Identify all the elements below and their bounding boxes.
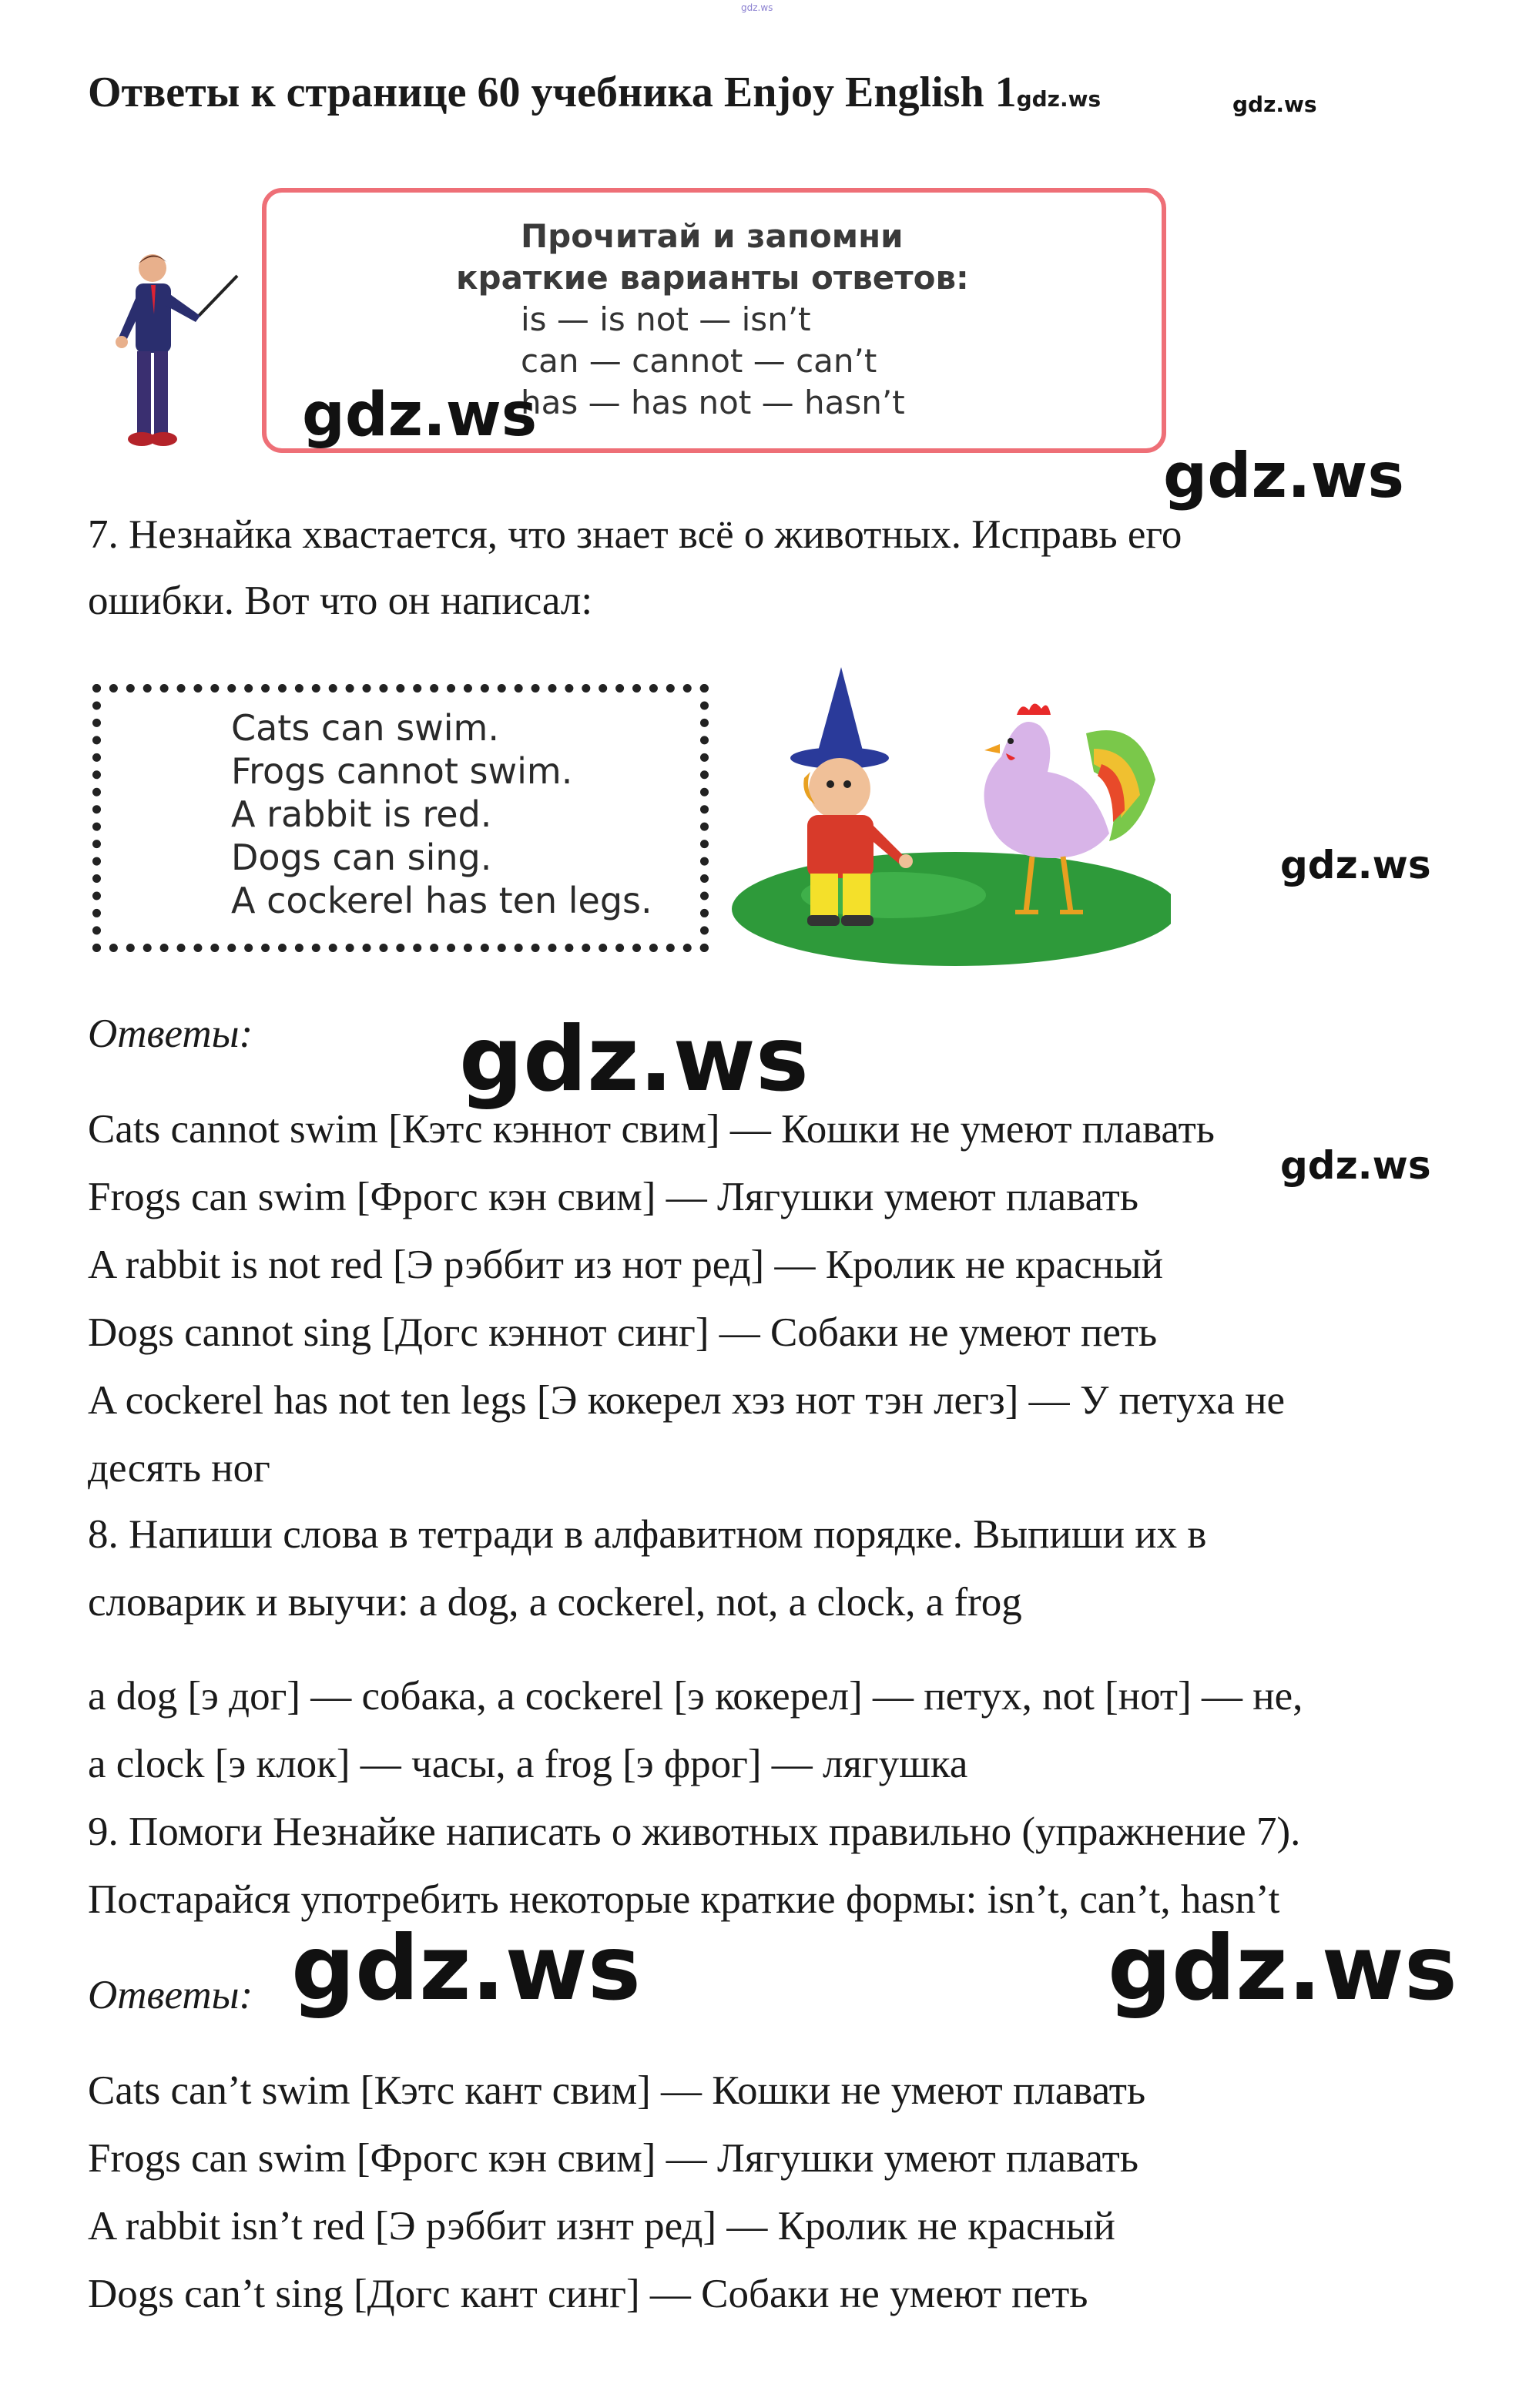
watermark-5: gdz.ws — [1280, 1143, 1431, 1188]
exercise7-answer: Frogs can swim [Фрогс кэн свим] — Лягушки умеют плавать — [88, 1175, 1138, 1219]
page-title-text: Ответы к странице 60 учебника Enjoy English 1 — [88, 69, 1017, 116]
exercise8-answer-1: a dog [э дог] — собака, a cockerel [э кокерел] — петух, not [нот] — не, — [88, 1674, 1303, 1719]
exercise9-text-1: 9. Помоги Незнайке написать о животных правильно (упражнение 7). — [88, 1809, 1301, 1854]
teacher-illustration — [108, 245, 246, 461]
exercise7-text-1: 7. Незнайка хвастается, что знает всё о животных. Исправь его — [88, 512, 1182, 557]
exercise8-answer-2: a clock [э клок] — часы, a frog [э фрог] — лягушка — [88, 1742, 968, 1786]
header-watermark: gdz.ws — [741, 2, 773, 13]
exercise7-text-2: ошибки. Вот что он написал: — [88, 579, 593, 623]
title-watermark: gdz.ws — [1232, 92, 1317, 117]
neznayka-cockerel-illustration — [724, 664, 1171, 966]
rule-row-is: is — is not — isn’t — [521, 300, 811, 338]
exercise9-answer: Cats can’t swim [Кэтс кант свим] — Кошки не умеют плавать — [88, 2068, 1146, 2113]
title-suffix: gdz.ws — [1016, 86, 1102, 112]
watermark-3: gdz.ws — [1280, 843, 1431, 887]
rule-row-can: can — cannot — can’t — [521, 342, 877, 380]
watermark-1: gdz.ws — [302, 381, 538, 450]
watermark-7: gdz.ws — [1108, 1917, 1457, 2021]
exercise7-answers-label: Ответы: — [88, 1011, 253, 1056]
exercise8-text-2: словарик и выучи: a dog, a cockerel, not, a clock, a frog — [88, 1580, 1022, 1625]
rule-heading-2: краткие варианты ответов: — [456, 259, 969, 297]
watermark-2: gdz.ws — [1163, 440, 1405, 511]
statement-line: Frogs cannot swim. — [231, 750, 573, 792]
exercise7-answer: Cats cannot swim [Кэтс кэннот свим] — Кошки не умеют плавать — [88, 1107, 1215, 1152]
exercise8-text-1: 8. Напиши слова в тетради в алфавитном порядке. Выпиши их в — [88, 1512, 1207, 1557]
exercise7-answer: Dogs cannot sing [Догс кэннот синг] — Собаки не умеют петь — [88, 1310, 1158, 1355]
statement-line: Dogs can sing. — [231, 837, 492, 878]
exercise9-text-2: Постарайся употребить некоторые краткие формы: isn’t, can’t, hasn’t — [88, 1877, 1280, 1922]
watermark-6: gdz.ws — [291, 1917, 641, 2021]
exercise9-answers-label: Ответы: — [88, 1973, 253, 2017]
exercise9-answer: A rabbit isn’t red [Э рэббит изнт ред] — Кролик не красный — [88, 2204, 1115, 2249]
rule-row-has: has — has not — hasn’t — [521, 384, 905, 421]
exercise7-answer: A cockerel has not ten legs [Э кокерел хэз нот тэн легз] — У петуха не — [88, 1378, 1285, 1423]
rule-heading-1: Прочитай и запомни — [521, 217, 904, 255]
exercise7-answer: десять ног — [88, 1446, 270, 1491]
page-title — [88, 68, 1101, 117]
exercise9-answer: Dogs can’t sing [Догс кант синг] — Собаки не умеют петь — [88, 2272, 1088, 2316]
statement-line: A rabbit is red. — [231, 793, 492, 835]
watermark-4: gdz.ws — [459, 1008, 809, 1112]
statement-line: Cats can swim. — [231, 707, 499, 749]
statement-line: A cockerel has ten legs. — [231, 880, 652, 921]
exercise7-answer: A rabbit is not red [Э рэббит из нот ред] — Кролик не красный — [88, 1243, 1163, 1287]
exercise9-answer: Frogs can swim [Фрогс кэн свим] — Лягушки умеют плавать — [88, 2136, 1138, 2181]
